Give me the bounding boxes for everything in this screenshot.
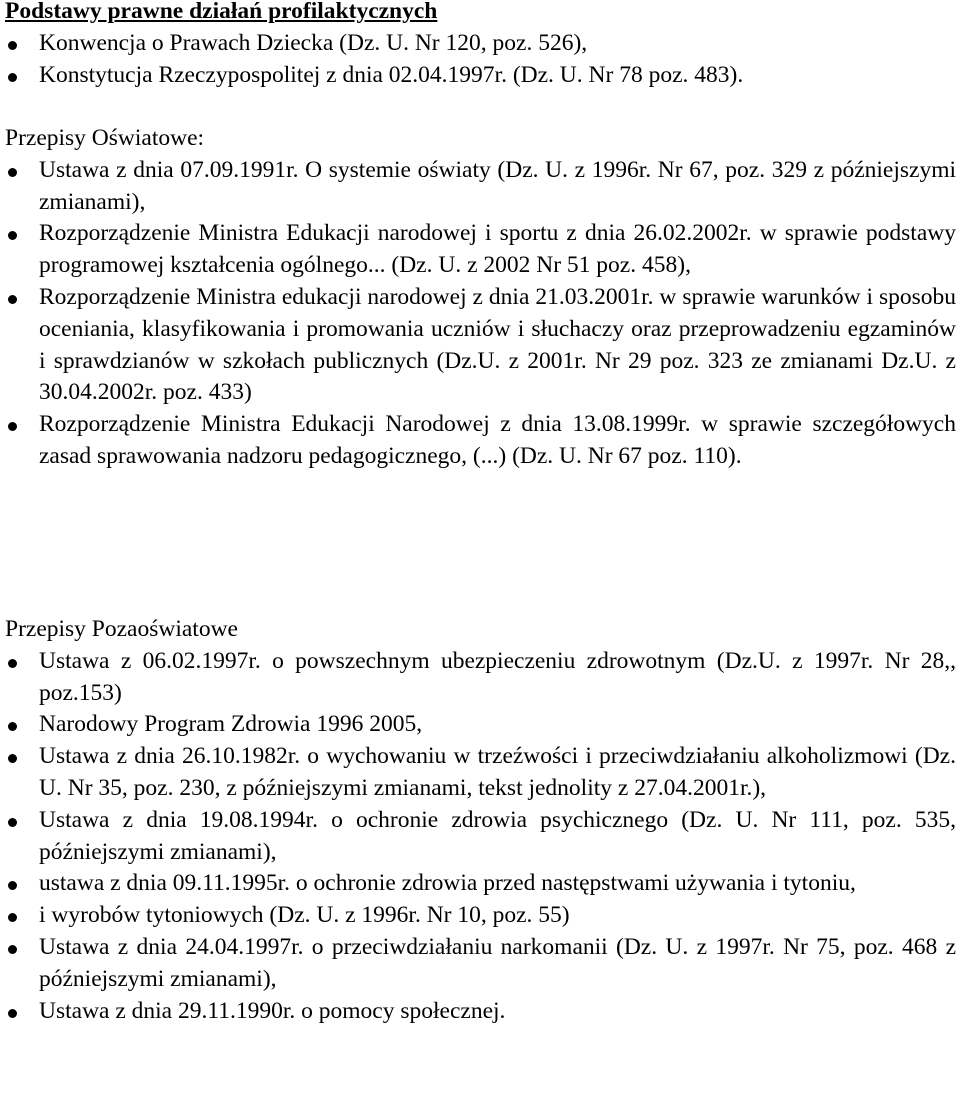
list-item [5, 741, 956, 805]
list-item-text: Ustawa z dnia 24.04.1997r. o przeciwdziałaniu narkomanii (Dz. U. z 1997r. Nr 75, poz. 468 z późniejszymi zmianami), [39, 933, 956, 992]
list-item-text: Rozporządzenie Ministra edukacji narodowej z dnia 21.03.2001r. w sprawie warunków i sposobu oceniania, klasyfikowania i promowania uczniów i słuchaczy oraz przeprowadzeniu egzaminów i sprawdzianów w szkołach publicznych (Dz.U. z 2001r. Nr 29 poz. 323 ze zmianami Dz.U. z 30.04.2002r. poz. 433) [39, 283, 956, 406]
list-item [5, 282, 956, 409]
list-item [5, 60, 956, 92]
list-item [5, 646, 956, 710]
bullet-icon [8, 913, 17, 922]
bullet-icon [8, 722, 17, 731]
bullet-list [5, 646, 956, 1028]
list-item-text: Konstytucja Rzeczypospolitej z dnia 02.04.1997r. (Dz. U. Nr 78 poz. 483). [39, 61, 744, 88]
list-item-text: Konwencja o Prawach Dziecka (Dz. U. Nr 120, poz. 526), [39, 29, 588, 56]
list-item-text: Rozporządzenie Ministra Edukacji narodowej i sportu z dnia 26.02.2002r. w sprawie podstawy programowej kształcenia ogólnego... (Dz. U. z 2002 Nr 51 poz. 458), [39, 220, 956, 279]
list-item [5, 155, 956, 219]
bullet-icon [8, 754, 17, 763]
bullet-icon [8, 881, 17, 890]
section-education-regulations [5, 123, 956, 473]
list-item-text: Ustawa z 06.02.1997r. o powszechnym ubezpieczeniu zdrowotnym (Dz.U. z 1997r. Nr 28,, poz.153) [39, 647, 956, 706]
list-item [5, 996, 956, 1028]
section-heading: Przepisy Oświatowe: [5, 125, 205, 151]
list-item-text: ustawa z dnia 09.11.1995r. o ochronie zdrowia przed następstwami używania i tytoniu, [39, 870, 856, 897]
bullet-icon [8, 231, 17, 240]
bullet-icon [8, 41, 17, 50]
section-heading: Podstawy prawne działań profilaktycznych [5, 0, 438, 24]
list-item [5, 409, 956, 473]
list-item-text: Ustawa z dnia 19.08.1994r. o ochronie zdrowia psychicznego (Dz. U. Nr 111, poz. 535, późniejszymi zmianami), [39, 806, 956, 865]
list-item [5, 932, 956, 996]
bullet-icon [8, 422, 17, 431]
section-heading: Przepisy Pozaoświatowe [5, 616, 238, 642]
bullet-icon [8, 295, 17, 304]
list-item-text: Ustawa z dnia 29.11.1990r. o pomocy społecznej. [39, 997, 506, 1024]
bullet-icon [8, 818, 17, 827]
list-item [5, 709, 956, 741]
bullet-icon [8, 945, 17, 954]
list-item-text: Rozporządzenie Ministra Edukacji Narodowej z dnia 13.08.1999r. w sprawie szczegółowych zasad sprawowania nadzoru pedagogicznego, (...) (Dz. U. Nr 67 poz. 110). [39, 411, 956, 469]
bullet-icon [8, 1009, 17, 1018]
list-item [5, 868, 956, 900]
bullet-icon [8, 659, 17, 668]
bullet-icon [8, 168, 17, 177]
list-item-text: Ustawa z dnia 26.10.1982r. o wychowaniu w trzeźwości i przeciwdziałaniu alkoholizmowi (Dz. U. Nr 35, poz. 230, z późniejszymi zmianami, tekst jednolity z 27.04.2001r.), [39, 743, 956, 801]
bullet-list [5, 155, 956, 473]
list-item [5, 218, 956, 282]
list-item [5, 28, 956, 60]
list-item-text: i wyrobów tytoniowych (Dz. U. z 1996r. Nr 10, poz. 55) [39, 902, 570, 929]
list-item [5, 805, 956, 869]
bullet-list [5, 28, 956, 92]
list-item-text: Narodowy Program Zdrowia 1996 2005, [39, 711, 423, 738]
list-item-text: Ustawa z dnia 07.09.1991r. O systemie oświaty (Dz. U. z 1996r. Nr 67, poz. 329 z późniejszymi zmianami), [39, 156, 956, 215]
section-legal-basis [5, 0, 956, 91]
list-item [5, 900, 956, 932]
bullet-icon [8, 73, 17, 82]
section-non-education-regulations [5, 614, 956, 1027]
